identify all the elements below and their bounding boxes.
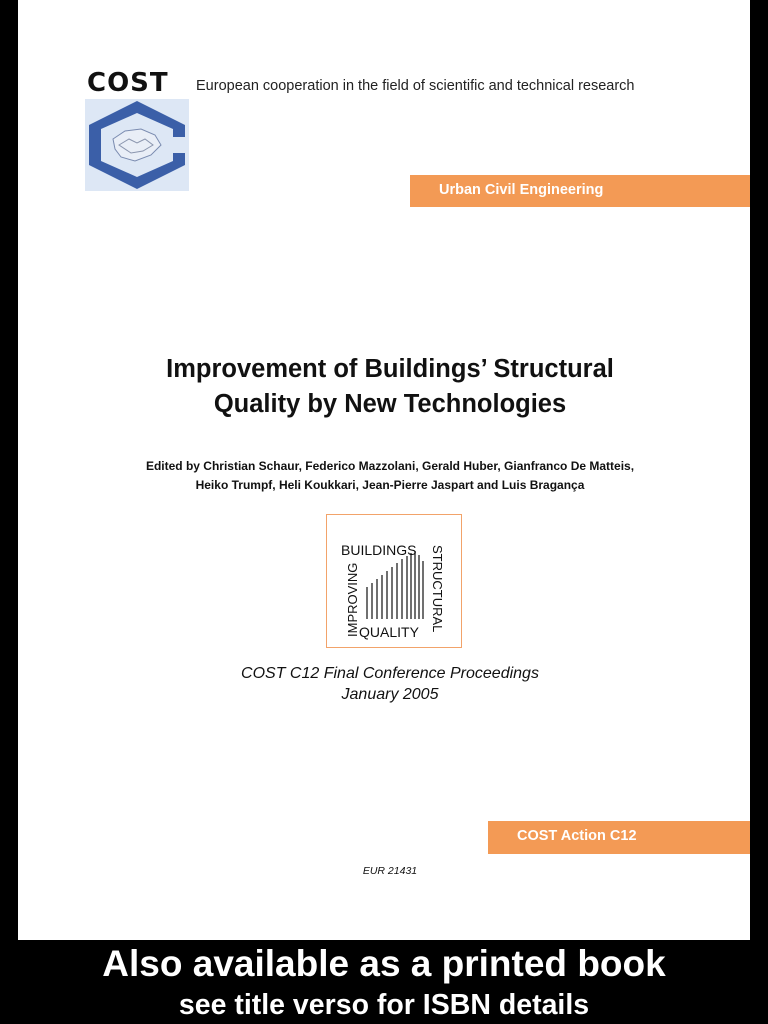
printed-book-notice: Also available as a printed book [102, 943, 666, 984]
emblem-right-word: STRUCTURAL [430, 545, 445, 633]
isbn-notice: see title verso for ISBN details [178, 989, 590, 1021]
editors-line-1: Edited by Christian Schaur, Federico Mazzolani, Gerald Huber, Gianfranco De Matteis, [145, 459, 635, 473]
cover-page [18, 0, 750, 940]
series-band-label: Urban Civil Engineering [439, 182, 604, 198]
emblem-top-word: BUILDINGS [341, 542, 417, 558]
title-line-2: Quality by New Technologies [213, 390, 567, 418]
emblem-bottom-word: QUALITY [359, 624, 419, 640]
editors [18, 457, 762, 495]
improving-structural-quality-emblem [326, 514, 462, 648]
cost-logo-text: COST [87, 68, 169, 98]
action-band [488, 821, 750, 854]
emblem-left-word: IMPROVING [345, 562, 360, 637]
proceedings-line-1: COST C12 Final Conference Proceedings [241, 665, 539, 682]
action-band-label: COST Action C12 [517, 828, 637, 844]
proceedings [18, 663, 762, 705]
report-number: EUR 21431 [362, 865, 418, 877]
emblem-graphic [327, 515, 460, 646]
series-band [410, 175, 750, 207]
cost-tagline: European cooperation in the field of scientific and technical research [196, 78, 635, 94]
cost-emblem-icon [85, 99, 189, 191]
book-title [18, 352, 762, 422]
title-line-1: Improvement of Buildings’ Structural [166, 355, 614, 383]
proceedings-line-2: January 2005 [341, 686, 439, 703]
editors-line-2: Heiko Trumpf, Heli Koukkari, Jean-Pierre Jaspart and Luis Bragança [195, 478, 585, 492]
